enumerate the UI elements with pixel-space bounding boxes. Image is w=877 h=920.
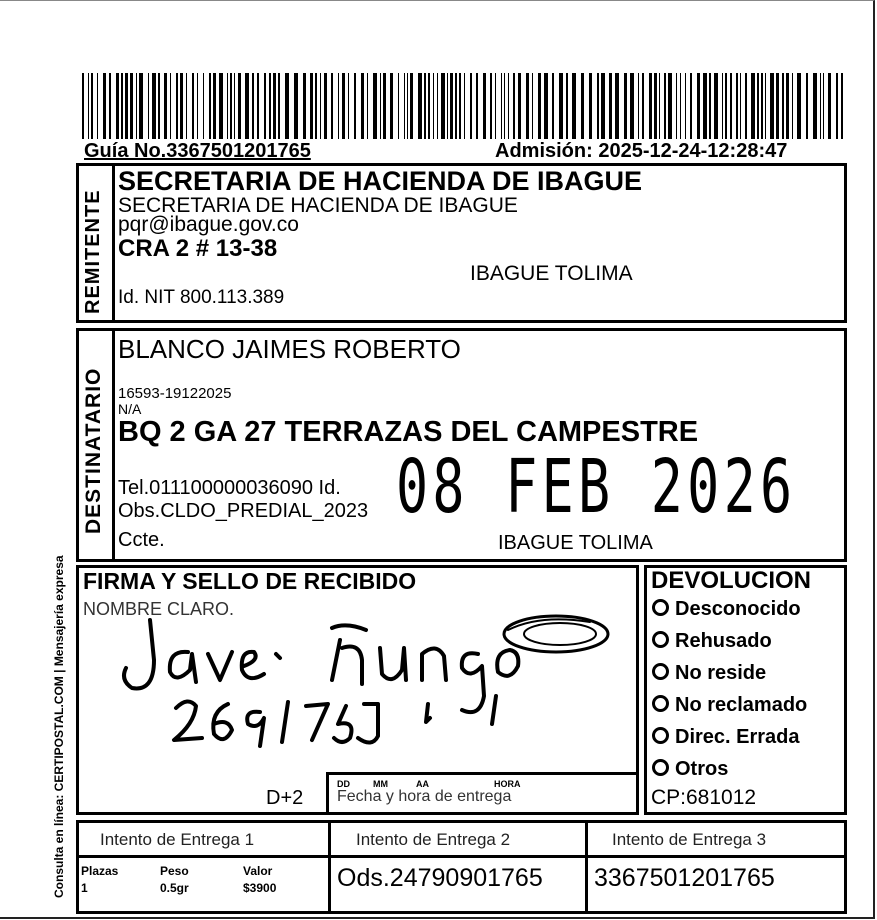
- barcode-bar: [703, 73, 707, 139]
- barcode-bar: [483, 73, 486, 139]
- barcode-bar: [745, 73, 747, 139]
- destinatario-tel: Tel.011100000036090 Id.: [118, 477, 341, 499]
- date-label-hora: HORA: [494, 779, 521, 789]
- barcode-bar: [203, 73, 204, 139]
- devolucion-option-label: Direc. Errada: [675, 726, 800, 748]
- barcode-bar: [490, 73, 492, 139]
- barcode-bar: [770, 73, 774, 139]
- barcode-bar: [664, 73, 666, 139]
- valor-value: $3900: [243, 881, 277, 895]
- barcode-bar: [630, 73, 634, 139]
- barcode-bar: [437, 73, 438, 139]
- devolucion-option-label: Otros: [675, 758, 729, 780]
- barcode-bar: [116, 73, 119, 139]
- barcode-bar: [532, 73, 533, 139]
- devolucion-option-label: Rehusado: [675, 630, 772, 652]
- barcode-bar: [269, 73, 271, 139]
- barcode-bar: [91, 73, 93, 139]
- barcode-bar: [209, 73, 211, 139]
- barcode-bar: [361, 73, 364, 139]
- barcode-bar: [97, 73, 98, 139]
- devolucion-option-label: No reclamado: [675, 694, 808, 716]
- barcode-bar: [776, 73, 779, 139]
- circle-icon: [652, 727, 669, 744]
- barcode-bar: [109, 73, 111, 139]
- date-label-aa: AA: [416, 779, 429, 789]
- barcode-bar: [234, 73, 235, 139]
- barcode-bar: [219, 73, 223, 139]
- barcode-bar: [390, 73, 393, 139]
- devolucion-option: [652, 758, 728, 781]
- barcode-bar: [158, 73, 160, 139]
- barcode-bar: [757, 73, 759, 139]
- barcode-bar: [615, 73, 619, 139]
- barcode-bar: [324, 73, 327, 139]
- barcode-bar: [714, 73, 718, 139]
- barcode-bar: [130, 73, 133, 139]
- barcode-bar: [455, 73, 457, 139]
- admision-date: Admisión: 2025-12-24-12:28:47: [495, 140, 788, 162]
- remitente-name: SECRETARIA DE HACIENDA DE IBAGUE: [118, 166, 643, 196]
- barcode-bar: [192, 73, 194, 139]
- barcode-bar: [513, 73, 515, 139]
- barcode-bar: [252, 73, 254, 139]
- guia-number: Guía No.3367501201765: [84, 140, 311, 162]
- destinatario-city: IBAGUE TOLIMA: [498, 532, 653, 554]
- ods-number: Ods.24790901765: [337, 864, 543, 892]
- devolucion-option: [652, 598, 801, 621]
- remitente-label: REMITENTE: [82, 189, 104, 314]
- destinatario-na: N/A: [118, 401, 142, 417]
- date-stamp: 08 FEB 2026: [396, 444, 797, 530]
- barcode-bar: [238, 73, 241, 139]
- barcode-bar: [572, 73, 576, 139]
- barcode-bar: [264, 73, 266, 139]
- remitente-nit: Id. NIT 800.113.389: [118, 287, 285, 308]
- barcode-bar: [164, 73, 167, 139]
- barcode-bar: [278, 73, 280, 139]
- barcode-bar: [730, 73, 732, 139]
- barcode-bar: [526, 73, 529, 139]
- destinatario-address: BQ 2 GA 27 TERRAZAS DEL CAMPESTRE: [118, 416, 699, 448]
- barcode-bar: [820, 73, 821, 139]
- guia-number-footer: 3367501201765: [594, 864, 775, 892]
- barcode-bar: [398, 73, 399, 139]
- plazas-value: 1: [81, 881, 88, 895]
- signature: [110, 600, 610, 760]
- date-label-dd: DD: [337, 779, 350, 789]
- barcode-bar: [581, 73, 584, 139]
- circle-icon: [652, 695, 669, 712]
- barcode-bar: [470, 73, 472, 139]
- remitente-email: pqr@ibague.gov.co: [118, 213, 299, 236]
- circle-icon: [652, 599, 669, 616]
- barcode-bar: [410, 73, 413, 139]
- barcode-bar: [722, 73, 723, 139]
- barcode-bar: [230, 73, 232, 139]
- barcode-bar: [294, 73, 298, 139]
- destinatario-ccte: Ccte.: [118, 529, 165, 551]
- devolucion-option-label: Desconocido: [675, 598, 801, 620]
- barcode-bar: [257, 73, 259, 139]
- barcode-bar: [447, 73, 448, 139]
- barcode-bar: [441, 73, 445, 139]
- side-text: Consulta en línea: CERTIPOSTAL.COM | Mensajería expresa: [52, 555, 66, 898]
- barcode-bar: [180, 73, 183, 139]
- barcode-bar: [642, 73, 644, 139]
- barcode-bar: [125, 73, 128, 139]
- date-label-mm: MM: [373, 779, 388, 789]
- peso-label: Peso: [160, 864, 189, 878]
- barcode-bar: [589, 73, 592, 139]
- barcode-bar: [685, 73, 686, 139]
- barcode-bar: [709, 73, 711, 139]
- barcode-bar: [310, 73, 313, 139]
- barcode-bar: [680, 73, 681, 139]
- d2-label: D+2: [266, 787, 304, 809]
- barcode-bar: [103, 73, 106, 139]
- barcode-bar: [136, 73, 137, 139]
- barcode: [82, 73, 844, 139]
- barcode-bar: [797, 73, 801, 139]
- firma-title: FIRMA Y SELLO DE RECIBIDO: [83, 568, 417, 594]
- destinatario-ref: 16593-19122025: [118, 385, 232, 402]
- peso-value: 0.5gr: [160, 881, 189, 895]
- barcode-bar: [428, 73, 430, 139]
- barcode-bar: [338, 73, 339, 139]
- remitente-divider: [112, 163, 115, 323]
- barcode-bar: [725, 73, 727, 139]
- barcode-bar: [601, 73, 605, 139]
- barcode-bar: [176, 73, 178, 139]
- barcode-bar: [786, 73, 789, 139]
- intento-2: Intento de Entrega 2: [356, 830, 511, 849]
- barcode-bar: [424, 73, 426, 139]
- barcode-bar: [407, 73, 408, 139]
- barcode-bar: [597, 73, 599, 139]
- devolucion-option: [652, 662, 766, 685]
- barcode-bar: [841, 73, 843, 139]
- barcode-bar: [285, 73, 289, 139]
- barcode-bar: [697, 73, 700, 139]
- barcode-bar: [508, 73, 509, 139]
- barcode-bar: [624, 73, 627, 139]
- barcode-bar: [373, 73, 377, 139]
- barcode-bar: [404, 73, 405, 139]
- barcode-bar: [806, 73, 808, 139]
- barcode-bar: [538, 73, 541, 139]
- barcode-bar: [566, 73, 568, 139]
- remitente-address: CRA 2 # 13-38: [118, 235, 278, 262]
- valor-label: Valor: [243, 864, 273, 878]
- barcode-bar: [676, 73, 677, 139]
- devolucion-option: [652, 694, 807, 717]
- barcode-bar: [792, 73, 793, 139]
- barcode-bar: [348, 73, 349, 139]
- barcode-bar: [659, 73, 660, 139]
- barcode-bar: [342, 73, 345, 139]
- remitente-name-small: SECRETARIA DE HACIENDA DE IBAGUE: [118, 194, 518, 217]
- barcode-bar: [380, 73, 381, 139]
- barcode-bar: [823, 73, 824, 139]
- remitente-city: IBAGUE TOLIMA: [470, 262, 633, 285]
- barcode-bar: [170, 73, 171, 139]
- barcode-bar: [836, 73, 838, 139]
- barcode-bar: [245, 73, 249, 139]
- barcode-bar: [765, 73, 766, 139]
- barcode-bar: [638, 73, 639, 139]
- destinatario-divider: [112, 328, 115, 562]
- barcode-bar: [213, 73, 216, 139]
- barcode-bar: [320, 73, 321, 139]
- destinatario-obs: Obs.CLDO_PREDIAL_2023: [118, 500, 369, 522]
- barcode-bar: [782, 73, 784, 139]
- barcode-bar: [186, 73, 187, 139]
- barcode-bar: [518, 73, 521, 139]
- barcode-bar: [88, 73, 89, 139]
- intento-3: Intento de Entrega 3: [612, 830, 767, 849]
- barcode-bar: [383, 73, 386, 139]
- barcode-bar: [668, 73, 672, 139]
- barcode-bar: [152, 73, 156, 139]
- barcode-bar: [148, 73, 149, 139]
- barcode-bar: [751, 73, 755, 139]
- circle-icon: [652, 631, 669, 648]
- plazas-label: Plazas: [81, 864, 119, 878]
- barcode-bar: [609, 73, 612, 139]
- barcode-bar: [649, 73, 652, 139]
- intento-1: Intento de Entrega 1: [100, 830, 255, 849]
- barcode-bar: [273, 73, 276, 139]
- barcode-bar: [690, 73, 692, 139]
- devolucion-option: [652, 726, 800, 749]
- barcode-bar: [418, 73, 422, 139]
- circle-icon: [652, 759, 669, 776]
- barcode-bar: [740, 73, 741, 139]
- date-caption: Fecha y hora de entrega: [337, 788, 512, 805]
- nombre-claro-label: NOMBRE CLARO.: [83, 599, 235, 619]
- barcode-bar: [121, 73, 123, 139]
- barcode-bar: [828, 73, 831, 139]
- barcode-bar: [464, 73, 465, 139]
- barcode-bar: [476, 73, 478, 139]
- devolucion-option: [652, 630, 772, 653]
- barcode-bar: [367, 73, 368, 139]
- barcode-bar: [813, 73, 817, 139]
- destinatario-label: DESTINATARIO: [82, 367, 105, 534]
- barcode-bar: [450, 73, 453, 139]
- circle-icon: [652, 663, 669, 680]
- barcode-bar: [559, 73, 563, 139]
- barcode-bar: [459, 73, 461, 139]
- barcode-bar: [331, 73, 333, 139]
- barcode-bar: [504, 73, 505, 139]
- barcode-bar: [139, 73, 143, 139]
- barcode-bar: [315, 73, 317, 139]
- devolucion-title: DEVOLUCION: [651, 567, 812, 594]
- barcode-bar: [303, 73, 306, 139]
- barcode-bar: [761, 73, 763, 139]
- barcode-bar: [227, 73, 228, 139]
- barcode-bar: [736, 73, 738, 139]
- barcode-bar: [82, 73, 84, 139]
- destinatario-name: BLANCO JAIMES ROBERTO: [118, 334, 461, 364]
- devolucion-option-label: No reside: [675, 662, 767, 684]
- barcode-bar: [501, 73, 502, 139]
- barcode-bar: [197, 73, 198, 139]
- barcode-bar: [354, 73, 356, 139]
- barcode-bar: [552, 73, 554, 139]
- barcode-bar: [433, 73, 434, 139]
- barcode-bar: [544, 73, 548, 139]
- barcode-bar: [495, 73, 496, 139]
- barcode-bar: [654, 73, 657, 139]
- devolucion-cp: CP:681012: [651, 786, 757, 809]
